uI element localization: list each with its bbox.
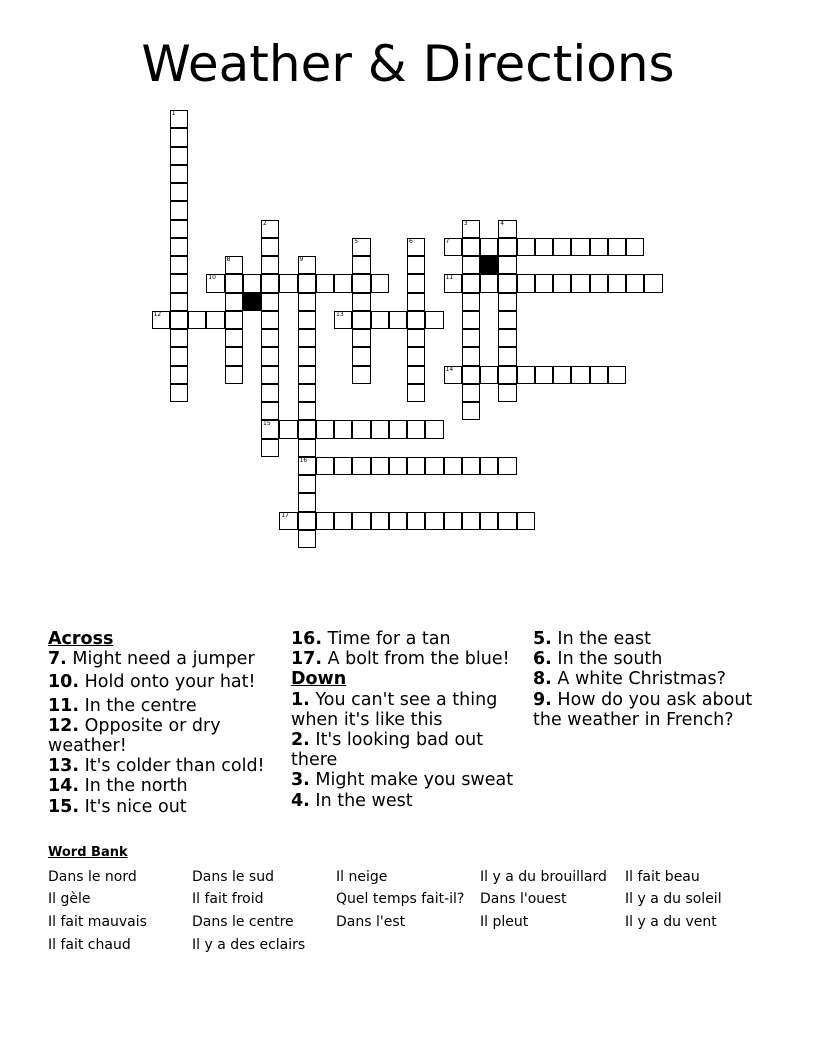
grid-cell[interactable]: [298, 293, 316, 311]
grid-cell[interactable]: [407, 274, 425, 292]
grid-cell[interactable]: [170, 384, 188, 402]
grid-cell[interactable]: [626, 238, 644, 256]
clue-down-8: 8. A white Christmas?: [533, 669, 726, 690]
grid-cell-black: [243, 293, 261, 311]
grid-cell[interactable]: [462, 384, 480, 402]
grid-cell[interactable]: [170, 220, 188, 238]
grid-cell[interactable]: [389, 512, 407, 530]
clue-across-16: 16. Time for a tan: [291, 629, 451, 649]
grid-cell[interactable]: [407, 256, 425, 274]
word-bank-item: Il fait chaud: [48, 937, 131, 953]
grid-cell[interactable]: [371, 512, 389, 530]
clue-across-7: 7. Might need a jumper: [48, 649, 255, 670]
grid-cell[interactable]: [407, 293, 425, 311]
grid-cell[interactable]: [334, 457, 352, 475]
word-bank-item: Il y a du soleil: [625, 891, 722, 907]
grid-cell[interactable]: [462, 457, 480, 475]
grid-cell[interactable]: [279, 274, 297, 292]
word-bank-title: Word Bank: [48, 845, 128, 860]
clue-down-2: 2. It's looking bad out there: [291, 730, 484, 771]
grid-cell[interactable]: [498, 512, 516, 530]
grid-cell[interactable]: [462, 256, 480, 274]
clue-down-4: 4. In the west: [291, 790, 413, 811]
across-heading: Across: [48, 629, 114, 649]
grid-cell[interactable]: [170, 201, 188, 219]
grid-cell[interactable]: [261, 311, 279, 329]
grid-cell[interactable]: [407, 311, 425, 329]
grid-cell[interactable]: [316, 457, 334, 475]
grid-cell[interactable]: [517, 366, 535, 384]
word-bank-item: Quel temps fait-il?: [336, 891, 465, 907]
word-bank-item: Dans le centre: [192, 914, 294, 930]
word-bank-item: Il y a des eclairs: [192, 937, 306, 953]
grid-cell[interactable]: [498, 256, 516, 274]
grid-cell[interactable]: [261, 238, 279, 256]
clue-number: 5: [354, 237, 359, 245]
grid-cell[interactable]: [298, 439, 316, 457]
grid-cell[interactable]: [608, 366, 626, 384]
clue-number: 3: [463, 219, 468, 227]
grid-cell[interactable]: [498, 384, 516, 402]
clue-number: 17: [281, 511, 289, 519]
grid-cell[interactable]: [462, 366, 480, 384]
clue-down-6: 6. In the south: [533, 649, 663, 670]
grid-cell[interactable]: [352, 293, 370, 311]
grid-cell[interactable]: [553, 366, 571, 384]
word-bank-item: Il neige: [336, 869, 388, 885]
grid-cell[interactable]: [407, 384, 425, 402]
grid-cell[interactable]: [517, 238, 535, 256]
grid-cell[interactable]: [243, 274, 261, 292]
grid-cell[interactable]: [170, 256, 188, 274]
grid-cell[interactable]: [261, 384, 279, 402]
clue-number: 8: [226, 256, 231, 263]
grid-cell[interactable]: [316, 512, 334, 530]
word-bank-item: Il y a du vent: [625, 914, 717, 930]
clue-number: 10: [208, 274, 216, 282]
grid-cell[interactable]: [334, 420, 352, 438]
grid-cell[interactable]: [298, 384, 316, 402]
grid-cell[interactable]: [371, 420, 389, 438]
grid-cell[interactable]: [407, 420, 425, 438]
grid-cell[interactable]: [170, 128, 188, 146]
grid-cell[interactable]: [352, 512, 370, 530]
grid-cell[interactable]: [553, 238, 571, 256]
grid-cell[interactable]: [170, 311, 188, 329]
grid-cell[interactable]: [462, 329, 480, 347]
clue-down-3: 3. Might make you sweat: [291, 770, 514, 791]
grid-cell[interactable]: [170, 183, 188, 201]
clues-column-1: [48, 629, 278, 817]
grid-cell[interactable]: [571, 274, 589, 292]
grid-cell[interactable]: [371, 457, 389, 475]
grid-cell[interactable]: [462, 238, 480, 256]
clue-number: 13: [336, 310, 344, 318]
clue-number: 1: [171, 110, 176, 117]
grid-cell[interactable]: [462, 220, 480, 238]
grid-cell[interactable]: [316, 274, 334, 292]
clue-number: 15: [263, 420, 271, 428]
clues-column-2: [291, 629, 523, 811]
grid-cell[interactable]: [517, 274, 535, 292]
clue-across-13: 13. It's colder than cold!: [48, 756, 265, 777]
grid-cell[interactable]: [170, 347, 188, 365]
grid-cell[interactable]: [298, 274, 316, 292]
grid-cell[interactable]: [352, 366, 370, 384]
clue-number: 11: [445, 274, 454, 282]
grid-cell[interactable]: [170, 366, 188, 384]
clues-column-3: [533, 629, 773, 730]
clue-down-5: 5. In the east: [533, 629, 651, 649]
grid-cell[interactable]: [407, 238, 425, 256]
grid-cell[interactable]: [352, 256, 370, 274]
grid-cell[interactable]: [225, 256, 243, 274]
grid-cell[interactable]: [170, 147, 188, 165]
grid-cell[interactable]: [590, 274, 608, 292]
grid-cell[interactable]: [352, 457, 370, 475]
grid-cell[interactable]: [170, 110, 188, 128]
grid-cell[interactable]: [225, 274, 243, 292]
grid-cell[interactable]: [352, 420, 370, 438]
grid-cell[interactable]: [279, 512, 297, 530]
clue-down-9: 9. How do you ask about the weather in French?: [533, 689, 753, 730]
grid-cell[interactable]: [425, 420, 443, 438]
grid-cell[interactable]: [425, 457, 443, 475]
clue-number: 14: [445, 365, 454, 373]
grid-cell[interactable]: [279, 420, 297, 438]
grid-cell[interactable]: [498, 238, 516, 256]
grid-cell[interactable]: [298, 311, 316, 329]
grid-cell[interactable]: [389, 311, 407, 329]
clue-across-17: 17. A bolt from the blue!: [291, 649, 510, 670]
clue-number: 12: [153, 310, 162, 318]
grid-cell[interactable]: [407, 366, 425, 384]
grid-cell[interactable]: [608, 238, 626, 256]
grid-cell[interactable]: [298, 475, 316, 493]
grid-cell[interactable]: [371, 311, 389, 329]
word-bank-item: Il fait beau: [625, 869, 700, 885]
grid-cell[interactable]: [206, 311, 224, 329]
grid-cell[interactable]: [298, 420, 316, 438]
grid-cell[interactable]: [389, 420, 407, 438]
grid-cell[interactable]: [298, 366, 316, 384]
clue-number: 4: [500, 219, 505, 227]
grid-cell[interactable]: [407, 457, 425, 475]
grid-cell[interactable]: [590, 366, 608, 384]
grid-cell-black: [480, 256, 498, 274]
grid-cell[interactable]: [261, 274, 279, 292]
grid-cell[interactable]: [170, 165, 188, 183]
grid-cell[interactable]: [480, 512, 498, 530]
grid-cell[interactable]: [261, 366, 279, 384]
grid-cell[interactable]: [261, 293, 279, 311]
grid-cell[interactable]: [225, 347, 243, 365]
clue-number: 7: [445, 237, 450, 245]
down-heading: Down: [291, 669, 347, 690]
grid-cell[interactable]: [462, 347, 480, 365]
grid-cell[interactable]: [444, 366, 462, 384]
word-bank-item: Dans l'ouest: [480, 891, 567, 907]
grid-cell[interactable]: [334, 512, 352, 530]
grid-cell[interactable]: [535, 366, 553, 384]
grid-cell[interactable]: [462, 293, 480, 311]
grid-cell[interactable]: [261, 256, 279, 274]
grid-cell[interactable]: [407, 512, 425, 530]
grid-cell[interactable]: [535, 238, 553, 256]
clue-number: 6: [409, 237, 413, 245]
grid-cell[interactable]: [352, 347, 370, 365]
grid-cell[interactable]: [444, 512, 462, 530]
word-bank-item: Il y a du brouillard: [480, 869, 607, 885]
clue-across-10: 10. Hold onto your hat!: [48, 672, 256, 693]
clue-across-15: 15. It's nice out: [48, 796, 187, 817]
grid-cell[interactable]: [462, 274, 480, 292]
word-bank-item: Dans le sud: [192, 869, 274, 885]
word-bank-item: Il fait froid: [192, 891, 264, 907]
clue-down-1: 1. You can't see a thing when it's like this: [291, 689, 498, 730]
puzzle-title: Weather & Directions: [141, 35, 675, 93]
grid-cell[interactable]: [225, 329, 243, 347]
clue-number: 9: [299, 256, 304, 263]
word-bank-item: Il gèle: [48, 891, 91, 907]
grid-cell[interactable]: [498, 366, 516, 384]
grid-cell[interactable]: [626, 274, 644, 292]
word-bank-item: Il fait mauvais: [48, 914, 147, 930]
grid-cell[interactable]: [261, 347, 279, 365]
grid-cell[interactable]: [444, 274, 462, 292]
grid-cell[interactable]: [170, 238, 188, 256]
grid-cell[interactable]: [517, 512, 535, 530]
grid-cell[interactable]: [462, 402, 480, 420]
grid-cell[interactable]: [170, 274, 188, 292]
grid-cell[interactable]: [498, 329, 516, 347]
clue-across-14: 14. In the north: [48, 776, 188, 797]
grid-cell[interactable]: [590, 238, 608, 256]
grid-cell[interactable]: [480, 274, 498, 292]
grid-cell[interactable]: [352, 311, 370, 329]
grid-cell[interactable]: [571, 366, 589, 384]
grid-cell[interactable]: [425, 311, 443, 329]
grid-cell[interactable]: [608, 274, 626, 292]
grid-cell[interactable]: [352, 274, 370, 292]
grid-cell[interactable]: [225, 366, 243, 384]
grid-cell[interactable]: [352, 238, 370, 256]
grid-cell[interactable]: [644, 274, 662, 292]
grid-cell[interactable]: [334, 311, 352, 329]
clue-across-11: 11. In the centre: [48, 695, 197, 716]
clue-number: 2: [263, 219, 267, 227]
grid-cell[interactable]: [535, 274, 553, 292]
grid-cell[interactable]: [334, 274, 352, 292]
grid-cell[interactable]: [298, 402, 316, 420]
grid-cell[interactable]: [407, 347, 425, 365]
grid-cell[interactable]: [261, 439, 279, 457]
grid-cell[interactable]: [298, 512, 316, 530]
grid-cell[interactable]: [498, 220, 516, 238]
grid-cell[interactable]: [225, 293, 243, 311]
grid-cell[interactable]: [188, 311, 206, 329]
grid-cell[interactable]: [298, 256, 316, 274]
grid-cell[interactable]: [480, 457, 498, 475]
grid-cell[interactable]: [298, 347, 316, 365]
grid-cell[interactable]: [444, 238, 462, 256]
grid-cell[interactable]: [298, 457, 316, 475]
grid-cell[interactable]: [498, 293, 516, 311]
grid-cell[interactable]: [352, 329, 370, 347]
grid-cell[interactable]: [571, 238, 589, 256]
grid-cell[interactable]: [444, 457, 462, 475]
grid-cell[interactable]: [225, 311, 243, 329]
grid-cell[interactable]: [498, 457, 516, 475]
grid-cell[interactable]: [261, 220, 279, 238]
grid-cell[interactable]: [261, 329, 279, 347]
grid-cell[interactable]: [152, 311, 170, 329]
clue-number: 16: [299, 456, 308, 464]
word-bank-item: Dans le nord: [48, 869, 137, 885]
grid-cell[interactable]: [462, 311, 480, 329]
grid-cell[interactable]: [462, 512, 480, 530]
word-bank-item: Dans l'est: [336, 914, 406, 930]
grid-cell[interactable]: [298, 329, 316, 347]
word-bank-item: Il pleut: [480, 914, 529, 930]
grid-cell[interactable]: [553, 274, 571, 292]
grid-cell[interactable]: [480, 238, 498, 256]
grid-cell[interactable]: [170, 329, 188, 347]
grid-cell[interactable]: [498, 347, 516, 365]
grid-cell[interactable]: [206, 274, 224, 292]
grid-cell[interactable]: [298, 530, 316, 548]
grid-cell[interactable]: [389, 457, 407, 475]
grid-cell[interactable]: [261, 402, 279, 420]
grid-cell[interactable]: [371, 274, 389, 292]
grid-cell[interactable]: [498, 274, 516, 292]
clue-across-12: 12. Opposite or dry weather!: [48, 715, 221, 757]
grid-cell[interactable]: [425, 512, 443, 530]
grid-cell[interactable]: [316, 420, 334, 438]
grid-cell[interactable]: [170, 293, 188, 311]
grid-cell[interactable]: [480, 366, 498, 384]
grid-cell[interactable]: [298, 493, 316, 511]
grid-cell[interactable]: [261, 420, 279, 438]
grid-cell[interactable]: [407, 329, 425, 347]
grid-cell[interactable]: [498, 311, 516, 329]
